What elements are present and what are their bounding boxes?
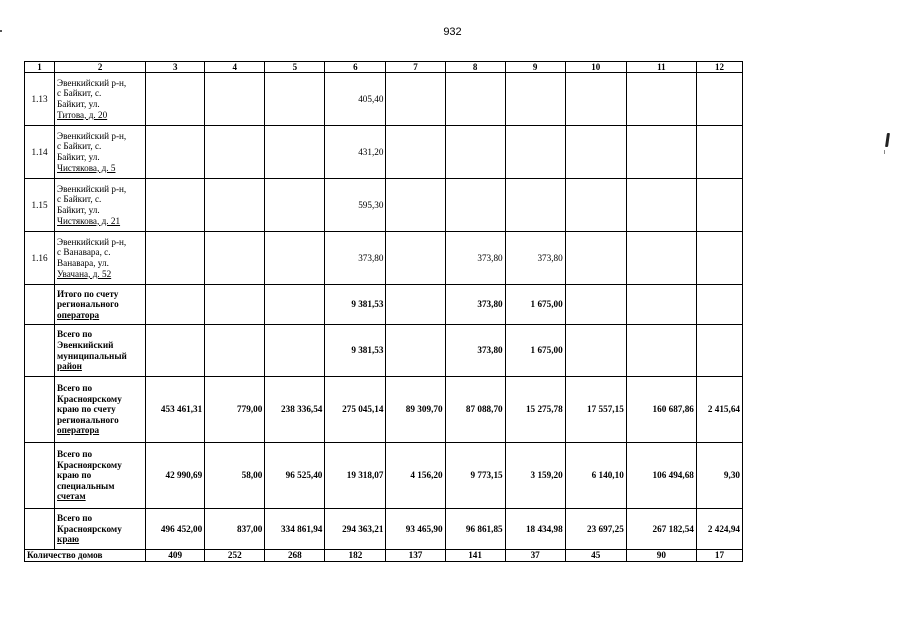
value-cell: 3 159,20 — [505, 443, 565, 509]
address-line: Байкит, ул. — [57, 205, 100, 215]
column-header: 6 — [325, 62, 386, 73]
address-line: Чистякова, д. 21 — [57, 215, 121, 226]
row-number: 1.16 — [25, 232, 55, 285]
value-cell: 373,80 — [505, 232, 565, 285]
count-cell: 37 — [505, 550, 565, 562]
address-cell — [55, 509, 146, 550]
value-cell: 334 861,94 — [265, 509, 325, 550]
value-cell — [696, 232, 742, 285]
column-header: 12 — [696, 62, 742, 73]
address-line: Чистякова, д. 5 — [57, 162, 116, 173]
value-cell — [205, 73, 265, 126]
value-cell: 837,00 — [205, 509, 265, 550]
value-cell — [205, 325, 265, 377]
count-cell: 45 — [565, 550, 626, 562]
value-cell — [265, 285, 325, 325]
address-line: с Байкит, с. — [57, 88, 102, 99]
address-line: Итого по счету — [57, 288, 119, 299]
value-cell — [626, 232, 696, 285]
value-cell: 595,30 — [325, 179, 386, 232]
value-cell: 160 687,86 — [626, 377, 696, 443]
address-line: Красноярскому — [57, 459, 122, 470]
count-cell: 141 — [445, 550, 505, 562]
row-number — [25, 285, 55, 325]
row-number — [25, 325, 55, 377]
value-cell — [265, 126, 325, 179]
column-header: 1 — [25, 62, 55, 73]
value-cell — [626, 73, 696, 126]
value-cell: 18 434,98 — [505, 509, 565, 550]
value-cell: 87 088,70 — [445, 377, 505, 443]
value-cell: 6 140,10 — [565, 443, 626, 509]
value-cell — [386, 126, 445, 179]
column-header: 7 — [386, 62, 445, 73]
page-number: 932 — [443, 26, 462, 38]
table-row — [25, 232, 743, 285]
value-cell: 58,00 — [205, 443, 265, 509]
value-cell — [386, 73, 445, 126]
address-line: регионального — [57, 414, 119, 425]
value-cell — [626, 126, 696, 179]
address-cell — [55, 179, 146, 232]
address-line: краю по — [57, 470, 92, 481]
row-number: 1.15 — [25, 179, 55, 232]
column-header: 8 — [445, 62, 505, 73]
value-cell: 2 415,64 — [696, 377, 742, 443]
value-cell: 4 156,20 — [386, 443, 445, 509]
table-body — [25, 62, 743, 562]
value-cell — [265, 73, 325, 126]
address-cell — [55, 325, 146, 377]
address-line: оператора — [57, 309, 100, 320]
value-cell: 2 424,94 — [696, 509, 742, 550]
column-header: 9 — [505, 62, 565, 73]
value-cell — [265, 179, 325, 232]
value-cell — [205, 126, 265, 179]
value-cell — [146, 325, 205, 377]
address-line: Всего по — [57, 383, 93, 394]
value-cell — [565, 232, 626, 285]
value-cell — [505, 179, 565, 232]
table-row — [25, 443, 743, 509]
address-line: краю по счету — [57, 404, 116, 415]
address-cell — [55, 443, 146, 509]
value-cell — [696, 179, 742, 232]
value-cell: 106 494,68 — [626, 443, 696, 509]
address-line: регионального — [57, 299, 119, 310]
table-row — [25, 126, 743, 179]
header-row — [25, 62, 743, 73]
value-cell — [445, 126, 505, 179]
value-cell — [565, 285, 626, 325]
value-cell: 93 465,90 — [386, 509, 445, 550]
value-cell — [386, 179, 445, 232]
value-cell: 294 363,21 — [325, 509, 386, 550]
address-cell — [55, 377, 146, 443]
column-header: 4 — [205, 62, 265, 73]
address-line: Всего по — [57, 329, 93, 340]
address-line: с Ванавара, с. — [57, 247, 111, 258]
count-cell: 90 — [626, 550, 696, 562]
address-line: муниципальный — [57, 350, 127, 361]
value-cell — [445, 73, 505, 126]
value-cell — [626, 179, 696, 232]
value-cell: 373,80 — [325, 232, 386, 285]
value-cell: 42 990,69 — [146, 443, 205, 509]
address-line: специальным — [57, 480, 115, 491]
value-cell — [205, 232, 265, 285]
value-cell: 96 525,40 — [265, 443, 325, 509]
value-cell: 267 182,54 — [626, 509, 696, 550]
address-line: краю — [57, 534, 80, 545]
value-cell: 405,40 — [325, 73, 386, 126]
row-number — [25, 443, 55, 509]
value-cell — [565, 73, 626, 126]
address-line: Эвенкийский р-н, — [57, 236, 127, 247]
address-line: Красноярскому — [57, 393, 122, 404]
table-row — [25, 325, 743, 377]
column-header: 2 — [55, 62, 146, 73]
value-cell: 23 697,25 — [565, 509, 626, 550]
address-line: район — [57, 361, 82, 372]
table-row — [25, 377, 743, 443]
value-cell — [505, 126, 565, 179]
row-number — [25, 509, 55, 550]
data-table — [24, 61, 743, 562]
row-number: 1.13 — [25, 73, 55, 126]
value-cell — [205, 285, 265, 325]
value-cell — [146, 126, 205, 179]
address-cell — [55, 285, 146, 325]
value-cell — [146, 285, 205, 325]
value-cell: 17 557,15 — [565, 377, 626, 443]
address-line: Эвенкийский — [57, 339, 114, 350]
value-cell: 19 318,07 — [325, 443, 386, 509]
scan-speck — [884, 150, 885, 154]
column-header: 5 — [265, 62, 325, 73]
count-cell: 137 — [386, 550, 445, 562]
value-cell: 9,30 — [696, 443, 742, 509]
address-line: с Байкит, с. — [57, 141, 102, 152]
value-cell: 275 045,14 — [325, 377, 386, 443]
table-row — [25, 509, 743, 550]
column-header: 3 — [146, 62, 205, 73]
address-line: Эвенкийский р-н, — [57, 183, 127, 194]
row-number — [25, 377, 55, 443]
value-cell: 1 675,00 — [505, 285, 565, 325]
address-line: Байкит, ул. — [57, 152, 100, 162]
address-line: оператора — [57, 425, 100, 436]
value-cell — [146, 232, 205, 285]
value-cell — [445, 179, 505, 232]
value-cell — [386, 325, 445, 377]
value-cell — [386, 232, 445, 285]
scan-mark — [885, 133, 890, 147]
count-row — [25, 550, 743, 562]
value-cell: 96 861,85 — [445, 509, 505, 550]
value-cell: 373,80 — [445, 285, 505, 325]
value-cell — [265, 232, 325, 285]
value-cell: 373,80 — [445, 325, 505, 377]
value-cell — [696, 285, 742, 325]
value-cell — [565, 179, 626, 232]
value-cell: 779,00 — [205, 377, 265, 443]
table-row — [25, 285, 743, 325]
count-cell: 17 — [696, 550, 742, 562]
value-cell — [626, 325, 696, 377]
address-cell — [55, 126, 146, 179]
address-line: Байкит, ул. — [57, 99, 100, 109]
column-header: 10 — [565, 62, 626, 73]
table-row — [25, 179, 743, 232]
address-line: с Байкит, с. — [57, 194, 102, 205]
column-header: 11 — [626, 62, 696, 73]
address-line: Всего по — [57, 513, 93, 524]
count-label: Количество домов — [25, 550, 146, 562]
value-cell — [696, 73, 742, 126]
value-cell: 15 275,78 — [505, 377, 565, 443]
value-cell — [265, 325, 325, 377]
value-cell: 9 773,15 — [445, 443, 505, 509]
value-cell: 496 452,00 — [146, 509, 205, 550]
address-cell — [55, 73, 146, 126]
value-cell — [205, 179, 265, 232]
value-cell — [696, 325, 742, 377]
value-cell: 238 336,54 — [265, 377, 325, 443]
address-line: Всего по — [57, 449, 93, 460]
value-cell: 1 675,00 — [505, 325, 565, 377]
value-cell — [146, 73, 205, 126]
address-line: счетам — [57, 491, 86, 502]
value-cell — [696, 126, 742, 179]
address-line: Эвенкийский р-н, — [57, 130, 127, 141]
value-cell: 89 309,70 — [386, 377, 445, 443]
address-line: Титова, д. 20 — [57, 109, 108, 120]
row-number: 1.14 — [25, 126, 55, 179]
value-cell: 373,80 — [445, 232, 505, 285]
address-line: Ванавара, ул. — [57, 258, 109, 268]
table-row — [25, 73, 743, 126]
value-cell — [146, 179, 205, 232]
count-cell: 252 — [205, 550, 265, 562]
address-line: Эвенкийский р-н, — [57, 77, 127, 88]
value-cell — [565, 126, 626, 179]
value-cell: 453 461,31 — [146, 377, 205, 443]
value-cell — [505, 73, 565, 126]
value-cell: 9 381,53 — [325, 325, 386, 377]
address-line: Увачана, д. 52 — [57, 268, 112, 279]
value-cell: 9 381,53 — [325, 285, 386, 325]
value-cell: 431,20 — [325, 126, 386, 179]
scan-speck — [0, 30, 2, 32]
value-cell — [386, 285, 445, 325]
count-cell: 182 — [325, 550, 386, 562]
address-line: Красноярскому — [57, 523, 122, 534]
value-cell — [626, 285, 696, 325]
count-cell: 409 — [146, 550, 205, 562]
count-cell: 268 — [265, 550, 325, 562]
value-cell — [565, 325, 626, 377]
address-cell — [55, 232, 146, 285]
